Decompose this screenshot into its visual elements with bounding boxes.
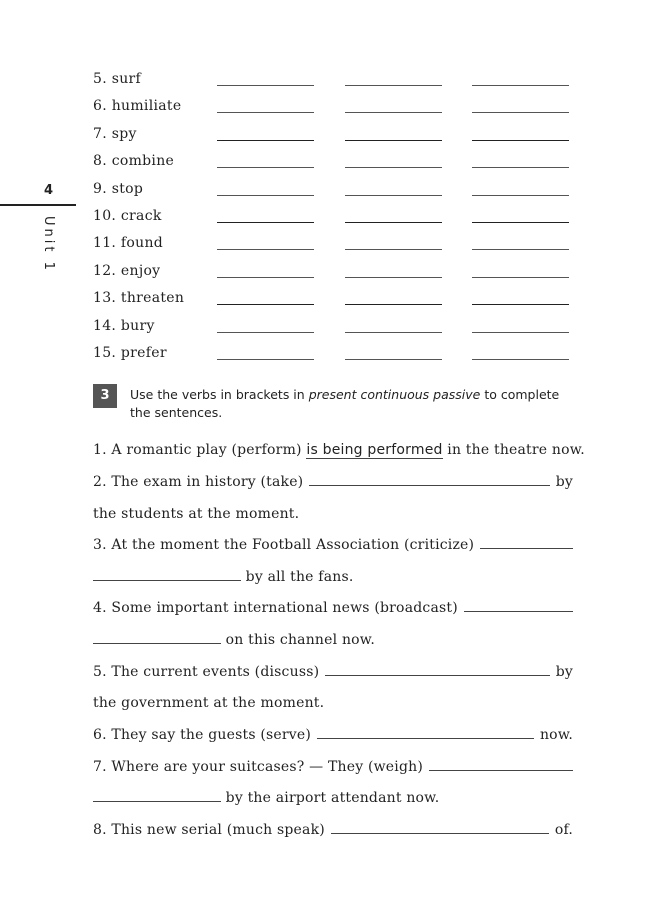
verb-form-blank[interactable]	[472, 277, 569, 278]
answer-example: is being performed	[306, 442, 443, 458]
answer-blank[interactable]	[429, 769, 573, 771]
verb-form-blank[interactable]	[472, 167, 569, 168]
verb-form-blank[interactable]	[472, 195, 569, 196]
verb-form-blank[interactable]	[472, 332, 569, 333]
verb-form-blank[interactable]	[345, 140, 442, 141]
answer-blank[interactable]	[480, 547, 573, 549]
answer-blank[interactable]	[325, 674, 549, 676]
verb-label: 8. combine	[93, 153, 175, 170]
sentence-4-cont: on this channel now.	[93, 632, 573, 648]
answer-blank[interactable]	[309, 484, 549, 486]
verb-form-blank[interactable]	[472, 359, 569, 360]
verb-form-blank[interactable]	[472, 112, 569, 113]
verb-form-blank[interactable]	[345, 249, 442, 250]
page-number: 4	[44, 183, 54, 198]
sentence-5-cont: the government at the moment.	[93, 695, 325, 711]
sentence-3: 3. At the moment the Football Association (criticize)	[93, 537, 573, 553]
sentence-1: 1. A romantic play (perform) is being performed in the theatre now.	[93, 442, 585, 458]
sentence-8: 8. This new serial (much speak) of.	[93, 822, 573, 838]
verb-form-blank[interactable]	[345, 304, 442, 305]
sentence-7: 7. Where are your suitcases? — They (weigh)	[93, 759, 573, 775]
sentence-3-cont: by all the fans.	[93, 569, 573, 585]
answer-blank[interactable]	[93, 800, 221, 802]
answer-blank[interactable]	[93, 642, 221, 644]
verb-form-blank[interactable]	[472, 222, 569, 223]
verb-label: 9. stop	[93, 180, 144, 197]
verb-label: 15. prefer	[93, 344, 167, 361]
answer-blank[interactable]	[464, 610, 573, 612]
verb-form-blank[interactable]	[217, 195, 314, 196]
verb-form-blank[interactable]	[345, 195, 442, 196]
sentence-4: 4. Some important international news (broadcast)	[93, 600, 573, 616]
verb-form-blank[interactable]	[472, 85, 569, 86]
verb-form-blank[interactable]	[217, 332, 314, 333]
verb-form-blank[interactable]	[345, 222, 442, 223]
sentence-2-cont: the students at the moment.	[93, 506, 300, 522]
verb-form-blank[interactable]	[217, 85, 314, 86]
verb-form-blank[interactable]	[217, 304, 314, 305]
verb-form-blank[interactable]	[472, 304, 569, 305]
verb-label: 13. threaten	[93, 290, 185, 307]
verb-form-blank[interactable]	[217, 140, 314, 141]
verb-form-blank[interactable]	[217, 249, 314, 250]
sentence-7-cont: by the airport attendant now.	[93, 790, 573, 806]
verb-form-blank[interactable]	[217, 222, 314, 223]
sentence-5: 5. The current events (discuss) by	[93, 664, 573, 680]
task-instruction: Use the verbs in brackets in present continuous passive to complete the sentences.	[130, 387, 560, 420]
answer-blank[interactable]	[93, 579, 241, 581]
verb-form-blank[interactable]	[217, 359, 314, 360]
sentence-6: 6. They say the guests (serve) now.	[93, 727, 573, 743]
verb-form-blank[interactable]	[345, 332, 442, 333]
verb-form-blank[interactable]	[217, 277, 314, 278]
answer-blank[interactable]	[331, 832, 549, 834]
answer-blank[interactable]	[317, 737, 534, 739]
verb-form-blank[interactable]	[472, 249, 569, 250]
verb-form-blank[interactable]	[345, 85, 442, 86]
verb-label: 14. bury	[93, 317, 155, 334]
verb-label: 10. crack	[93, 207, 162, 224]
verb-form-blank[interactable]	[345, 167, 442, 168]
verb-form-blank[interactable]	[345, 277, 442, 278]
verb-form-blank[interactable]	[217, 112, 314, 113]
verb-form-blank[interactable]	[345, 112, 442, 113]
verb-label: 7. spy	[93, 125, 137, 142]
side-divider	[0, 204, 76, 206]
verb-label: 12. enjoy	[93, 262, 161, 279]
verb-label: 11. found	[93, 235, 164, 252]
verb-label: 5. surf	[93, 71, 141, 87]
verb-form-blank[interactable]	[345, 359, 442, 360]
verb-form-blank[interactable]	[472, 140, 569, 141]
verb-label: 6. humiliate	[93, 98, 182, 115]
unit-label: Unit 1	[41, 216, 56, 273]
verb-form-blank[interactable]	[217, 167, 314, 168]
sentence-2: 2. The exam in history (take) by	[93, 474, 573, 490]
task-number-badge: 3	[93, 384, 117, 408]
